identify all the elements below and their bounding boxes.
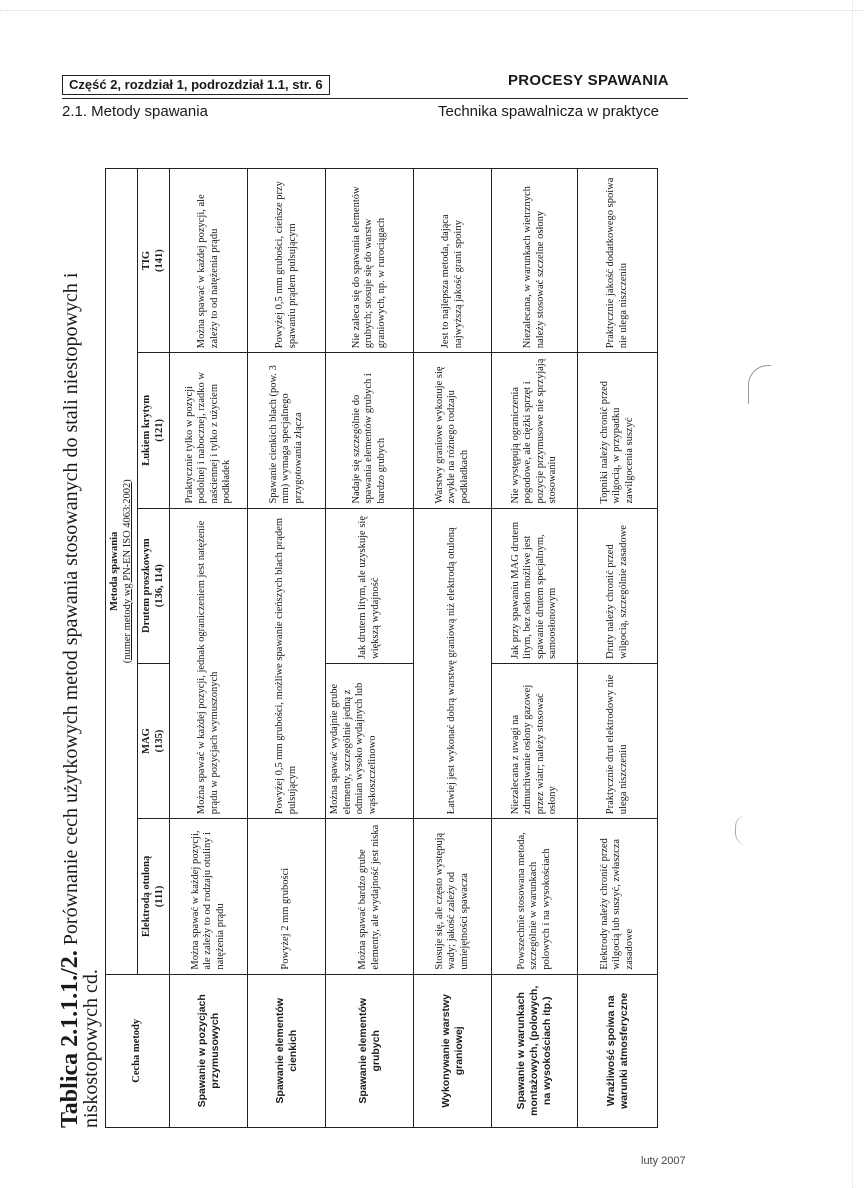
cell-141: Praktycznie jakość dodatkowego spoiwa nie ulega niszczeniu (578, 169, 658, 353)
column-name: Elektrodą otuloną (141, 855, 152, 937)
method-group-title: Metoda spawania (109, 531, 120, 611)
cell-135: Niezalecana z uwagi na zdmuchiwanie osłony gazowej przez wiatr; należy stosować osłony (492, 663, 578, 818)
cell-111: Stosuje się, ale często występują wady; jakość zależy od umiejętności spawacza (414, 819, 492, 974)
scan-edge-right (852, 0, 854, 1188)
column-name: TIG (141, 250, 152, 271)
cell-121: Topniki należy chronić przed wilgocią, w przypadku zawilgocenia suszyć (578, 353, 658, 508)
table-row (492, 169, 578, 1128)
feature-column-header: Cecha metody (106, 974, 170, 1127)
cell-136: Jak drutem litym, ale uzyskuje się większą wydajność (326, 508, 414, 663)
cell-141: Jest to najlepsza metoda, dająca najwyższą jakość grani spoiny (414, 169, 492, 353)
cell-135-136: Łatwiej jest wykonać dobrą warstwę graniową niż elektrodą otuloną (414, 508, 492, 819)
column-code: (135) (153, 729, 165, 753)
cell-141: Można spawać w każdej pozycji, ale zależy to od natężenia prądu (170, 169, 248, 353)
feature-cell: Spawanie w warunkach montażowych, (polowych, na wysokościach itp.) (492, 974, 578, 1127)
table-row (326, 169, 414, 1128)
feature-cell: Spawanie elementów cienkich (248, 974, 326, 1127)
cell-111: Powyżej 2 mm grubości (248, 819, 326, 974)
rotated-table-area (57, 168, 700, 1128)
cell-141: Niezalecana, w warunkach wietrznych należy stosować szczelne osłony (492, 169, 578, 353)
cell-141: Nie zaleca się do spawania elementów grubych; stosuje się do warstw graniowych, np. w rurociągach (326, 169, 414, 353)
column-code: (136, 114) (153, 564, 165, 608)
column-name: MAG (141, 728, 152, 754)
footer-date: luty 2007 (641, 1155, 686, 1167)
cell-135-136: Można spawać w każdej pozycji, jednak ograniczeniem jest natężenie prądu w pozycjach wymuszonych (170, 508, 248, 819)
column-code: (121) (153, 418, 165, 442)
cell-136: Druty należy chronić przed wilgocią, szczególnie zasadowe (578, 508, 658, 663)
feature-cell: Spawanie elementów grubych (326, 974, 414, 1127)
column-code: (111) (153, 885, 165, 908)
chapter-title: PROCESY SPAWANIA (508, 72, 669, 89)
table-row (248, 169, 326, 1128)
column-header-141 (138, 169, 170, 353)
column-name: Drutem proszkowym (141, 538, 152, 633)
column-header-111 (138, 819, 170, 974)
column-code: (141) (153, 249, 165, 272)
cell-135: Praktycznie drut elektrodowy nie ulega niszczeniu (578, 663, 658, 818)
cell-111: Można spawać bardzo grube elementy, ale wydajność jest niska (326, 819, 414, 974)
table-row (170, 169, 248, 1128)
table-caption (57, 168, 102, 1128)
cell-121: Praktycznie tylko w pozycji podolnej i nabocznej, rzadko w naściennej i tylko z użyciem podkładek (170, 353, 248, 508)
cell-111: Powszechnie stosowana metoda, szczególnie w warunkach polowych i na wysokościach (492, 819, 578, 974)
column-name: Łukiem krytym (141, 394, 152, 466)
caption-text: Porównanie cech użytkowych metod spawania stosowanych do stali niestopowych i niskostopowych cd. (60, 272, 102, 1128)
section-reference: Część 2, rozdział 1, podrozdział 1.1, str. 6 (62, 75, 330, 95)
method-group-header (106, 169, 138, 975)
table-row (578, 169, 658, 1128)
cell-121: Spawanie cienkich blach (pow. 3 mm) wymaga specjalnego przygotowania złącza (248, 353, 326, 508)
cell-111: Elektrody należy chronić przed wilgocią lub suszyć, zwłaszcza zasadowe (578, 819, 658, 974)
method-group-note: (numer metody wg PN-EN ISO 4063:2002) (121, 479, 133, 664)
feature-cell: Wrażliwość spoiwa na warunki atmosferyczne (578, 974, 658, 1127)
cell-141: Powyżej 0,5 mm grubości, cieńsze przy spawaniu prądem pulsującym (248, 169, 326, 353)
cell-135: Można spawać wydajnie grube elementy, szczególnie jedną z odmian wysoko wydajnych lub wąskoszczelinowo (326, 663, 414, 818)
welding-methods-table (105, 168, 658, 1128)
margin-pencil-mark (735, 815, 752, 845)
cell-135-136: Powyżej 0,5 mm grubości, możliwe spawanie cieńszych blach prądem pulsującym (248, 508, 326, 819)
cell-121: Nie występują ograniczenia pogodowe, ale ciężki sprzęt i pozycje przymusowe nie sprzyjają stosowaniu (492, 353, 578, 508)
column-header-136-114 (138, 508, 170, 663)
cell-136: Jak przy spawaniu MAG drutem litym, bez osłon możliwe jest spawanie drutem specjalnym, samoosłonowym (492, 508, 578, 663)
column-header-135 (138, 663, 170, 818)
cell-121: Warstwy graniowe wykonuje się zwykle na różnego rodzaju podkładkach (414, 353, 492, 508)
section-subtitle: 2.1. Metody spawania (62, 103, 208, 120)
table-row (414, 169, 492, 1128)
column-header-121 (138, 353, 170, 508)
caption-label: Tablica 2.1.1.1./2. (57, 950, 83, 1128)
cell-111: Można spawać w każdej pozycji, ale zależy to od rodzaju otuliny i natężenia prądu (170, 819, 248, 974)
scan-edge-top (0, 10, 864, 12)
cell-121: Nadaje się szczególnie do spawania elementów grubych i bardzo grubych (326, 353, 414, 508)
margin-pencil-mark (748, 365, 771, 404)
feature-cell: Spawanie w pozycjach przymusowych (170, 974, 248, 1127)
book-subtitle: Technika spawalnicza w praktyce (438, 103, 659, 120)
header-rule (62, 98, 688, 99)
feature-cell: Wykonywanie warstwy graniowej (414, 974, 492, 1127)
